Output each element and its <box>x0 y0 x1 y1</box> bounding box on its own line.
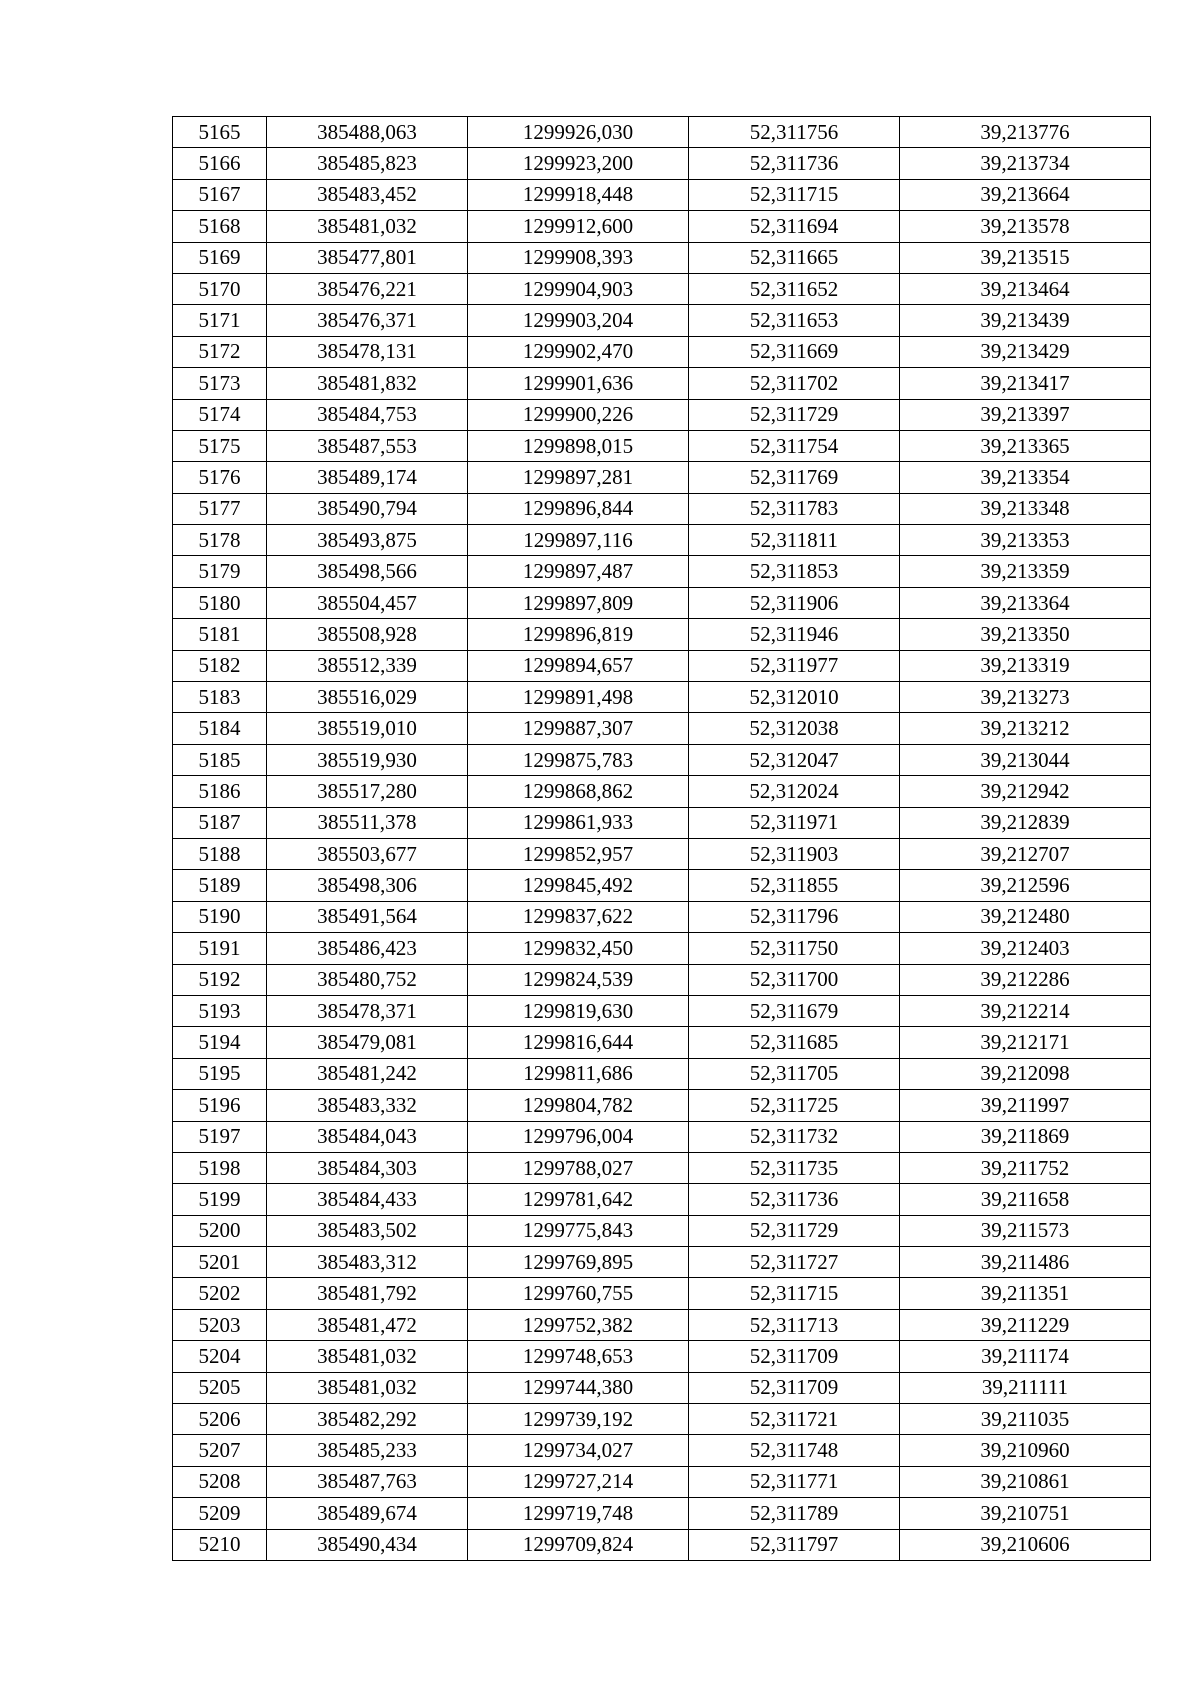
point-number-cell: 5199 <box>173 1184 267 1215</box>
point-number-cell: 5193 <box>173 995 267 1026</box>
point-number-cell: 5184 <box>173 713 267 744</box>
longitude-cell: 39,210751 <box>900 1498 1151 1529</box>
point-number-cell: 5178 <box>173 525 267 556</box>
latitude-cell: 52,311709 <box>689 1372 900 1403</box>
x-coordinate-cell: 385476,221 <box>267 273 468 304</box>
longitude-cell: 39,213359 <box>900 556 1151 587</box>
x-coordinate-cell: 385489,674 <box>267 1498 468 1529</box>
x-coordinate-cell: 385498,306 <box>267 870 468 901</box>
point-number-cell: 5186 <box>173 776 267 807</box>
x-coordinate-cell: 385481,032 <box>267 1341 468 1372</box>
point-number-cell: 5168 <box>173 211 267 242</box>
point-number-cell: 5189 <box>173 870 267 901</box>
table-row <box>173 368 1151 399</box>
longitude-cell: 39,211351 <box>900 1278 1151 1309</box>
longitude-cell: 39,211997 <box>900 1090 1151 1121</box>
x-coordinate-cell: 385483,502 <box>267 1215 468 1246</box>
x-coordinate-cell: 385516,029 <box>267 682 468 713</box>
longitude-cell: 39,213439 <box>900 305 1151 336</box>
y-coordinate-cell: 1299902,470 <box>468 336 689 367</box>
longitude-cell: 39,213776 <box>900 117 1151 148</box>
point-number-cell: 5167 <box>173 179 267 210</box>
y-coordinate-cell: 1299926,030 <box>468 117 689 148</box>
longitude-cell: 39,212214 <box>900 995 1151 1026</box>
x-coordinate-cell: 385503,677 <box>267 838 468 869</box>
point-number-cell: 5197 <box>173 1121 267 1152</box>
longitude-cell: 39,211229 <box>900 1309 1151 1340</box>
longitude-cell: 39,213464 <box>900 273 1151 304</box>
x-coordinate-cell: 385519,930 <box>267 744 468 775</box>
latitude-cell: 52,311669 <box>689 336 900 367</box>
table-row <box>173 273 1151 304</box>
latitude-cell: 52,311727 <box>689 1247 900 1278</box>
latitude-cell: 52,311713 <box>689 1309 900 1340</box>
longitude-cell: 39,213353 <box>900 525 1151 556</box>
latitude-cell: 52,311653 <box>689 305 900 336</box>
x-coordinate-cell: 385479,081 <box>267 1027 468 1058</box>
latitude-cell: 52,311694 <box>689 211 900 242</box>
point-number-cell: 5177 <box>173 493 267 524</box>
longitude-cell: 39,213365 <box>900 430 1151 461</box>
y-coordinate-cell: 1299845,492 <box>468 870 689 901</box>
longitude-cell: 39,212707 <box>900 838 1151 869</box>
coordinates-table <box>172 116 1151 1561</box>
point-number-cell: 5171 <box>173 305 267 336</box>
y-coordinate-cell: 1299908,393 <box>468 242 689 273</box>
longitude-cell: 39,212403 <box>900 933 1151 964</box>
table-row <box>173 148 1151 179</box>
latitude-cell: 52,311754 <box>689 430 900 461</box>
longitude-cell: 39,211869 <box>900 1121 1151 1152</box>
x-coordinate-cell: 385489,174 <box>267 462 468 493</box>
x-coordinate-cell: 385490,794 <box>267 493 468 524</box>
longitude-cell: 39,213319 <box>900 650 1151 681</box>
x-coordinate-cell: 385481,032 <box>267 211 468 242</box>
longitude-cell: 39,213429 <box>900 336 1151 367</box>
y-coordinate-cell: 1299804,782 <box>468 1090 689 1121</box>
longitude-cell: 39,213350 <box>900 619 1151 650</box>
x-coordinate-cell: 385481,792 <box>267 1278 468 1309</box>
x-coordinate-cell: 385491,564 <box>267 901 468 932</box>
longitude-cell: 39,212098 <box>900 1058 1151 1089</box>
point-number-cell: 5166 <box>173 148 267 179</box>
longitude-cell: 39,213348 <box>900 493 1151 524</box>
y-coordinate-cell: 1299898,015 <box>468 430 689 461</box>
latitude-cell: 52,312038 <box>689 713 900 744</box>
y-coordinate-cell: 1299796,004 <box>468 1121 689 1152</box>
longitude-cell: 39,213273 <box>900 682 1151 713</box>
point-number-cell: 5172 <box>173 336 267 367</box>
latitude-cell: 52,311769 <box>689 462 900 493</box>
y-coordinate-cell: 1299727,214 <box>468 1466 689 1497</box>
longitude-cell: 39,212596 <box>900 870 1151 901</box>
longitude-cell: 39,210960 <box>900 1435 1151 1466</box>
latitude-cell: 52,311855 <box>689 870 900 901</box>
table-row <box>173 1152 1151 1183</box>
table-row <box>173 650 1151 681</box>
table-row <box>173 1529 1151 1560</box>
table-row <box>173 1184 1151 1215</box>
x-coordinate-cell: 385478,371 <box>267 995 468 1026</box>
y-coordinate-cell: 1299852,957 <box>468 838 689 869</box>
x-coordinate-cell: 385517,280 <box>267 776 468 807</box>
x-coordinate-cell: 385483,312 <box>267 1247 468 1278</box>
latitude-cell: 52,311736 <box>689 148 900 179</box>
y-coordinate-cell: 1299719,748 <box>468 1498 689 1529</box>
x-coordinate-cell: 385508,928 <box>267 619 468 650</box>
latitude-cell: 52,311783 <box>689 493 900 524</box>
longitude-cell: 39,213515 <box>900 242 1151 273</box>
x-coordinate-cell: 385480,752 <box>267 964 468 995</box>
table-row <box>173 525 1151 556</box>
table-row <box>173 1278 1151 1309</box>
y-coordinate-cell: 1299912,600 <box>468 211 689 242</box>
point-number-cell: 5192 <box>173 964 267 995</box>
table-row <box>173 682 1151 713</box>
y-coordinate-cell: 1299709,824 <box>468 1529 689 1560</box>
point-number-cell: 5185 <box>173 744 267 775</box>
latitude-cell: 52,311709 <box>689 1341 900 1372</box>
latitude-cell: 52,311756 <box>689 117 900 148</box>
y-coordinate-cell: 1299897,809 <box>468 587 689 618</box>
table-row <box>173 1058 1151 1089</box>
table-row <box>173 744 1151 775</box>
longitude-cell: 39,213354 <box>900 462 1151 493</box>
longitude-cell: 39,213044 <box>900 744 1151 775</box>
y-coordinate-cell: 1299788,027 <box>468 1152 689 1183</box>
table-row <box>173 462 1151 493</box>
latitude-cell: 52,311735 <box>689 1152 900 1183</box>
table-row <box>173 964 1151 995</box>
table-row <box>173 242 1151 273</box>
y-coordinate-cell: 1299748,653 <box>468 1341 689 1372</box>
latitude-cell: 52,312024 <box>689 776 900 807</box>
point-number-cell: 5176 <box>173 462 267 493</box>
point-number-cell: 5200 <box>173 1215 267 1246</box>
latitude-cell: 52,311715 <box>689 1278 900 1309</box>
y-coordinate-cell: 1299769,895 <box>468 1247 689 1278</box>
x-coordinate-cell: 385512,339 <box>267 650 468 681</box>
point-number-cell: 5206 <box>173 1404 267 1435</box>
point-number-cell: 5191 <box>173 933 267 964</box>
table-row <box>173 430 1151 461</box>
x-coordinate-cell: 385487,763 <box>267 1466 468 1497</box>
x-coordinate-cell: 385484,303 <box>267 1152 468 1183</box>
table-row <box>173 587 1151 618</box>
latitude-cell: 52,311685 <box>689 1027 900 1058</box>
y-coordinate-cell: 1299904,903 <box>468 273 689 304</box>
longitude-cell: 39,211111 <box>900 1372 1151 1403</box>
table-row <box>173 1498 1151 1529</box>
table-row <box>173 305 1151 336</box>
latitude-cell: 52,311702 <box>689 368 900 399</box>
longitude-cell: 39,212286 <box>900 964 1151 995</box>
latitude-cell: 52,311679 <box>689 995 900 1026</box>
point-number-cell: 5190 <box>173 901 267 932</box>
point-number-cell: 5201 <box>173 1247 267 1278</box>
coordinates-table-body <box>173 117 1151 1561</box>
point-number-cell: 5202 <box>173 1278 267 1309</box>
latitude-cell: 52,311748 <box>689 1435 900 1466</box>
longitude-cell: 39,212480 <box>900 901 1151 932</box>
y-coordinate-cell: 1299901,636 <box>468 368 689 399</box>
latitude-cell: 52,311715 <box>689 179 900 210</box>
latitude-cell: 52,311811 <box>689 525 900 556</box>
y-coordinate-cell: 1299861,933 <box>468 807 689 838</box>
y-coordinate-cell: 1299781,642 <box>468 1184 689 1215</box>
y-coordinate-cell: 1299894,657 <box>468 650 689 681</box>
table-row <box>173 1121 1151 1152</box>
point-number-cell: 5173 <box>173 368 267 399</box>
longitude-cell: 39,210861 <box>900 1466 1151 1497</box>
table-row <box>173 399 1151 430</box>
y-coordinate-cell: 1299811,686 <box>468 1058 689 1089</box>
latitude-cell: 52,311789 <box>689 1498 900 1529</box>
longitude-cell: 39,211035 <box>900 1404 1151 1435</box>
x-coordinate-cell: 385483,452 <box>267 179 468 210</box>
point-number-cell: 5175 <box>173 430 267 461</box>
y-coordinate-cell: 1299832,450 <box>468 933 689 964</box>
table-row <box>173 838 1151 869</box>
x-coordinate-cell: 385481,032 <box>267 1372 468 1403</box>
latitude-cell: 52,311853 <box>689 556 900 587</box>
point-number-cell: 5188 <box>173 838 267 869</box>
latitude-cell: 52,311906 <box>689 587 900 618</box>
y-coordinate-cell: 1299739,192 <box>468 1404 689 1435</box>
latitude-cell: 52,311725 <box>689 1090 900 1121</box>
y-coordinate-cell: 1299891,498 <box>468 682 689 713</box>
table-row <box>173 807 1151 838</box>
latitude-cell: 52,312047 <box>689 744 900 775</box>
y-coordinate-cell: 1299897,281 <box>468 462 689 493</box>
point-number-cell: 5182 <box>173 650 267 681</box>
y-coordinate-cell: 1299903,204 <box>468 305 689 336</box>
latitude-cell: 52,312010 <box>689 682 900 713</box>
point-number-cell: 5209 <box>173 1498 267 1529</box>
longitude-cell: 39,212839 <box>900 807 1151 838</box>
table-row <box>173 179 1151 210</box>
y-coordinate-cell: 1299760,755 <box>468 1278 689 1309</box>
x-coordinate-cell: 385481,242 <box>267 1058 468 1089</box>
longitude-cell: 39,211752 <box>900 1152 1151 1183</box>
latitude-cell: 52,311796 <box>689 901 900 932</box>
latitude-cell: 52,311652 <box>689 273 900 304</box>
table-row <box>173 336 1151 367</box>
longitude-cell: 39,213664 <box>900 179 1151 210</box>
longitude-cell: 39,212942 <box>900 776 1151 807</box>
longitude-cell: 39,211174 <box>900 1341 1151 1372</box>
point-number-cell: 5207 <box>173 1435 267 1466</box>
table-row <box>173 1247 1151 1278</box>
x-coordinate-cell: 385487,553 <box>267 430 468 461</box>
y-coordinate-cell: 1299918,448 <box>468 179 689 210</box>
latitude-cell: 52,311971 <box>689 807 900 838</box>
y-coordinate-cell: 1299819,630 <box>468 995 689 1026</box>
latitude-cell: 52,311797 <box>689 1529 900 1560</box>
table-row <box>173 1027 1151 1058</box>
y-coordinate-cell: 1299744,380 <box>468 1372 689 1403</box>
x-coordinate-cell: 385511,378 <box>267 807 468 838</box>
y-coordinate-cell: 1299734,027 <box>468 1435 689 1466</box>
y-coordinate-cell: 1299775,843 <box>468 1215 689 1246</box>
point-number-cell: 5181 <box>173 619 267 650</box>
latitude-cell: 52,311903 <box>689 838 900 869</box>
x-coordinate-cell: 385476,371 <box>267 305 468 336</box>
y-coordinate-cell: 1299875,783 <box>468 744 689 775</box>
table-row <box>173 713 1151 744</box>
point-number-cell: 5169 <box>173 242 267 273</box>
point-number-cell: 5187 <box>173 807 267 838</box>
table-row <box>173 1215 1151 1246</box>
point-number-cell: 5195 <box>173 1058 267 1089</box>
y-coordinate-cell: 1299896,844 <box>468 493 689 524</box>
longitude-cell: 39,213364 <box>900 587 1151 618</box>
longitude-cell: 39,213212 <box>900 713 1151 744</box>
y-coordinate-cell: 1299752,382 <box>468 1309 689 1340</box>
point-number-cell: 5198 <box>173 1152 267 1183</box>
point-number-cell: 5174 <box>173 399 267 430</box>
point-number-cell: 5196 <box>173 1090 267 1121</box>
x-coordinate-cell: 385488,063 <box>267 117 468 148</box>
longitude-cell: 39,213417 <box>900 368 1151 399</box>
latitude-cell: 52,311665 <box>689 242 900 273</box>
table-row <box>173 995 1151 1026</box>
latitude-cell: 52,311729 <box>689 399 900 430</box>
latitude-cell: 52,311977 <box>689 650 900 681</box>
y-coordinate-cell: 1299837,622 <box>468 901 689 932</box>
table-row <box>173 1372 1151 1403</box>
point-number-cell: 5183 <box>173 682 267 713</box>
point-number-cell: 5180 <box>173 587 267 618</box>
x-coordinate-cell: 385504,457 <box>267 587 468 618</box>
point-number-cell: 5165 <box>173 117 267 148</box>
latitude-cell: 52,311729 <box>689 1215 900 1246</box>
table-row <box>173 1404 1151 1435</box>
point-number-cell: 5170 <box>173 273 267 304</box>
point-number-cell: 5210 <box>173 1529 267 1560</box>
latitude-cell: 52,311721 <box>689 1404 900 1435</box>
latitude-cell: 52,311736 <box>689 1184 900 1215</box>
latitude-cell: 52,311750 <box>689 933 900 964</box>
longitude-cell: 39,210606 <box>900 1529 1151 1560</box>
table-row <box>173 1090 1151 1121</box>
table-row <box>173 901 1151 932</box>
x-coordinate-cell: 385484,433 <box>267 1184 468 1215</box>
longitude-cell: 39,212171 <box>900 1027 1151 1058</box>
latitude-cell: 52,311700 <box>689 964 900 995</box>
longitude-cell: 39,213578 <box>900 211 1151 242</box>
table-row <box>173 619 1151 650</box>
table-row <box>173 933 1151 964</box>
point-number-cell: 5203 <box>173 1309 267 1340</box>
y-coordinate-cell: 1299816,644 <box>468 1027 689 1058</box>
table-row <box>173 1466 1151 1497</box>
x-coordinate-cell: 385486,423 <box>267 933 468 964</box>
longitude-cell: 39,213397 <box>900 399 1151 430</box>
latitude-cell: 52,311771 <box>689 1466 900 1497</box>
table-row <box>173 1341 1151 1372</box>
x-coordinate-cell: 385478,131 <box>267 336 468 367</box>
x-coordinate-cell: 385485,233 <box>267 1435 468 1466</box>
table-row <box>173 493 1151 524</box>
x-coordinate-cell: 385484,043 <box>267 1121 468 1152</box>
longitude-cell: 39,211658 <box>900 1184 1151 1215</box>
x-coordinate-cell: 385481,472 <box>267 1309 468 1340</box>
y-coordinate-cell: 1299868,862 <box>468 776 689 807</box>
y-coordinate-cell: 1299824,539 <box>468 964 689 995</box>
point-number-cell: 5208 <box>173 1466 267 1497</box>
table-row <box>173 776 1151 807</box>
latitude-cell: 52,311732 <box>689 1121 900 1152</box>
y-coordinate-cell: 1299923,200 <box>468 148 689 179</box>
point-number-cell: 5194 <box>173 1027 267 1058</box>
x-coordinate-cell: 385483,332 <box>267 1090 468 1121</box>
table-row <box>173 556 1151 587</box>
x-coordinate-cell: 385477,801 <box>267 242 468 273</box>
x-coordinate-cell: 385484,753 <box>267 399 468 430</box>
longitude-cell: 39,211486 <box>900 1247 1151 1278</box>
longitude-cell: 39,213734 <box>900 148 1151 179</box>
y-coordinate-cell: 1299897,487 <box>468 556 689 587</box>
x-coordinate-cell: 385519,010 <box>267 713 468 744</box>
x-coordinate-cell: 385482,292 <box>267 1404 468 1435</box>
y-coordinate-cell: 1299887,307 <box>468 713 689 744</box>
latitude-cell: 52,311946 <box>689 619 900 650</box>
x-coordinate-cell: 385493,875 <box>267 525 468 556</box>
y-coordinate-cell: 1299897,116 <box>468 525 689 556</box>
latitude-cell: 52,311705 <box>689 1058 900 1089</box>
point-number-cell: 5205 <box>173 1372 267 1403</box>
table-row <box>173 1435 1151 1466</box>
point-number-cell: 5204 <box>173 1341 267 1372</box>
table-row <box>173 1309 1151 1340</box>
x-coordinate-cell: 385485,823 <box>267 148 468 179</box>
point-number-cell: 5179 <box>173 556 267 587</box>
table-row <box>173 211 1151 242</box>
x-coordinate-cell: 385498,566 <box>267 556 468 587</box>
x-coordinate-cell: 385490,434 <box>267 1529 468 1560</box>
table-row <box>173 870 1151 901</box>
y-coordinate-cell: 1299900,226 <box>468 399 689 430</box>
table-row <box>173 117 1151 148</box>
x-coordinate-cell: 385481,832 <box>267 368 468 399</box>
y-coordinate-cell: 1299896,819 <box>468 619 689 650</box>
longitude-cell: 39,211573 <box>900 1215 1151 1246</box>
